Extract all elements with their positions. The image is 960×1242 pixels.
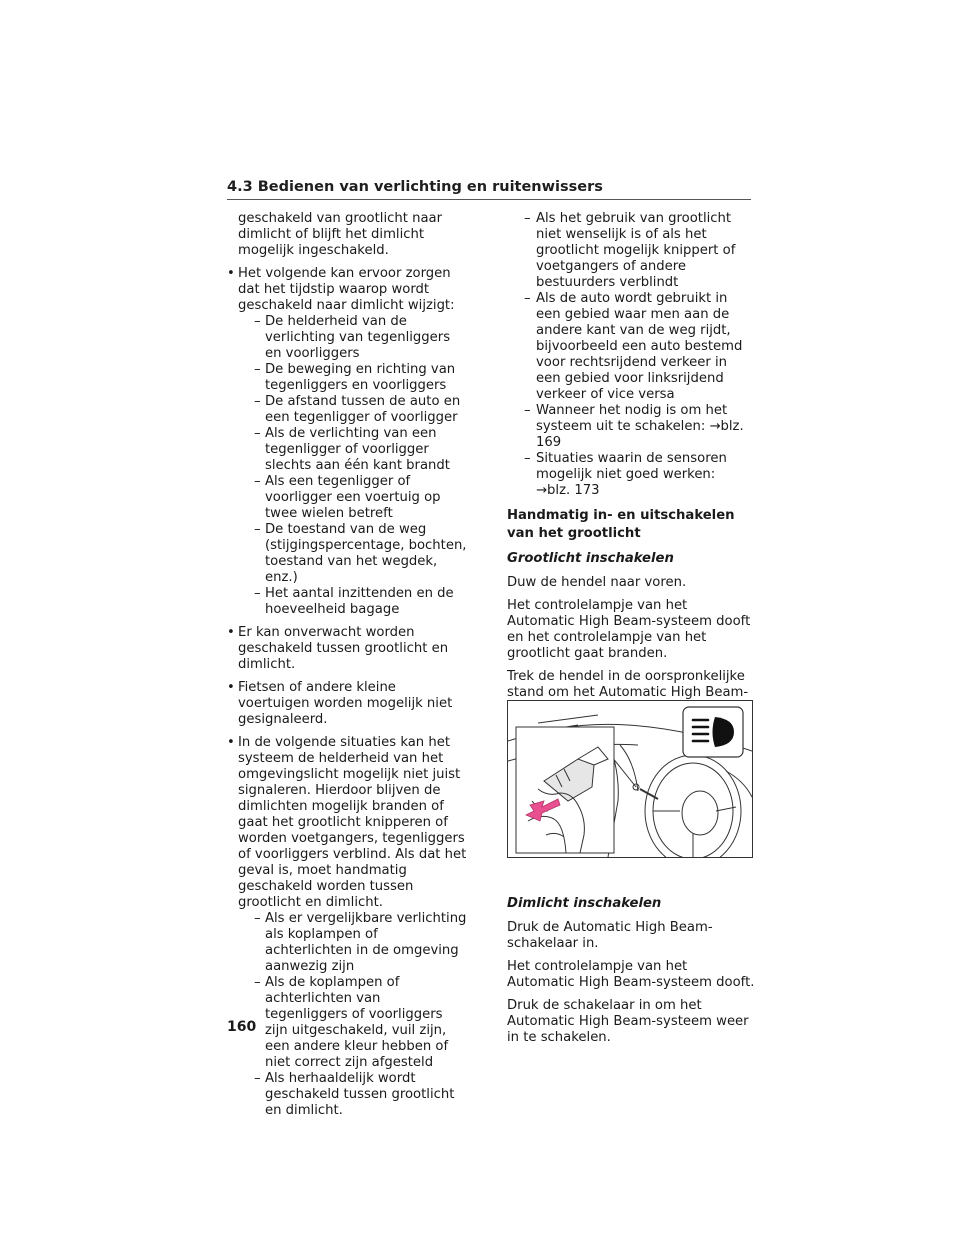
right-column bbox=[507, 211, 755, 1053]
page-reference-link[interactable]: →blz. 173 bbox=[536, 483, 600, 498]
section-title: 4.3 Bedienen van verlichting en ruitenwissers bbox=[227, 179, 751, 200]
bullet-item bbox=[227, 735, 467, 1119]
bullet-text: Er kan onverwacht worden geschakeld tussen grootlicht en dimlicht. bbox=[238, 625, 449, 672]
sub-item: – Situaties waarin de sensoren mogelijk niet goed werken: →blz. 173 bbox=[524, 451, 727, 498]
bullet-mark: • bbox=[227, 735, 235, 750]
bullet-mark: • bbox=[227, 680, 235, 695]
sub-item: – De helderheid van de verlichting van tegenliggers en voorliggers bbox=[254, 314, 451, 361]
paragraph: Druk de Automatic High Beam-schakelaar in. bbox=[507, 920, 713, 951]
subsection-heading: Dimlicht inschakelen bbox=[507, 896, 662, 911]
paragraph: Het controlelampje van het Automatic High Beam-systeem dooft. bbox=[507, 959, 755, 990]
page-reference-link[interactable]: →blz. 169 bbox=[536, 419, 744, 450]
paragraph: Druk de schakelaar in om het Automatic High Beam-systeem weer in te schakelen. bbox=[507, 998, 749, 1045]
sub-item: – Als er vergelijkbare verlichting als koplampen of achterlichten in de omgeving aanwezig zijn bbox=[254, 911, 467, 974]
bullet-item bbox=[227, 680, 467, 728]
sub-item: – De beweging en richting van tegenliggers en voorliggers bbox=[254, 362, 456, 393]
paragraph: Het controlelampje van het Automatic High Beam-systeem dooft en het controlelampje van het grootlicht gaat branden. bbox=[507, 598, 751, 661]
subsection-heading: Grootlicht inschakelen bbox=[507, 551, 674, 566]
bullet-mark: • bbox=[227, 266, 235, 281]
left-column bbox=[227, 211, 467, 1126]
bullet-item bbox=[227, 266, 467, 618]
lever-illustration bbox=[507, 700, 753, 858]
dashboard-drawing bbox=[508, 701, 752, 857]
sub-item: – Als de verlichting van een tegenligger of voorligger slechts aan één kant brandt bbox=[254, 426, 450, 473]
bullet-text: Fietsen of andere kleine voertuigen worden mogelijk niet gesignaleerd. bbox=[238, 680, 453, 727]
sub-item: – De toestand van de weg (stijgingspercentage, bochten, toestand van het wegdek, enz.) bbox=[254, 522, 467, 585]
sub-item: – De afstand tussen de auto en een tegenligger of voorligger bbox=[254, 394, 461, 425]
high-beam-indicator-icon bbox=[683, 707, 743, 757]
page-number: 160 bbox=[227, 1019, 257, 1035]
sub-item: – Wanneer het nodig is om het systeem uit te schakelen: →blz. 169 bbox=[524, 403, 744, 450]
bullet-text: In de volgende situaties kan het systeem de helderheid van het omgevingslicht mogelijk niet juist signaleren. Hierdoor blijven de dimlichten mogelijk branden of gaat het grootlicht knipperen of worden voetgangers, tegenliggers of voorliggers verblind. Als dat het geval is, moet handmatig geschakeld worden tussen grootlicht en dimlicht. bbox=[238, 735, 467, 910]
paragraph: Trek de hendel in de oorspronkelijke stand om het Automatic High Beam- bbox=[507, 669, 749, 700]
sub-item: – Als herhaaldelijk wordt geschakeld tussen grootlicht en dimlicht. bbox=[254, 1071, 455, 1118]
sub-item: – Als de auto wordt gebruikt in een gebied waar men aan de andere kant van de weg rijdt, bijvoorbeeld een auto bestemd voor rechtsrijdend verkeer in een gebied voor linksrijdend verkeer of vice versa bbox=[524, 291, 743, 402]
sub-item: – Het aantal inzittenden en de hoeveelheid bagage bbox=[254, 586, 454, 617]
sub-item: – Als het gebruik van grootlicht niet wenselijk is of als het grootlicht mogelijk knippert of voetgangers of andere bestuurders verblindt bbox=[524, 211, 736, 290]
paragraph: Duw de hendel naar voren. bbox=[507, 575, 687, 590]
intro-paragraph: geschakeld van grootlicht naar dimlicht of blijft het dimlicht mogelijk ingeschakeld. bbox=[238, 211, 443, 258]
sub-item: – Als de koplampen of achterlichten van tegenliggers of voorliggers zijn uitgeschakeld, vuil zijn, een andere kleur hebben of niet correct zijn afgesteld bbox=[254, 975, 449, 1070]
sub-item: – Als een tegenligger of voorligger een voertuig op twee wielen betreft bbox=[254, 474, 441, 521]
bullet-mark: • bbox=[227, 625, 235, 640]
bullet-text: Het volgende kan ervoor zorgen dat het tijdstip waarop wordt geschakeld naar dimlicht wijzigt: bbox=[238, 266, 455, 313]
bullet-item bbox=[227, 625, 467, 673]
section-heading: Handmatig in- en uitschakelen van het grootlicht bbox=[507, 508, 735, 541]
